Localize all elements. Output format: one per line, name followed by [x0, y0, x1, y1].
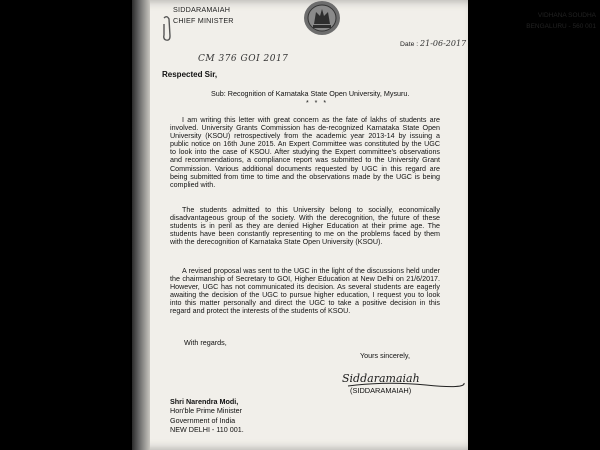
letterhead-designation: CHIEF MINISTER — [173, 16, 234, 25]
date-value: 21-06-2017 — [420, 39, 467, 48]
addressee-name: Shri Narendra Modi, — [170, 397, 239, 406]
letterhead-office: VIDHANA SOUDHA — [537, 12, 596, 19]
closing-sincerely: Yours sincerely, — [360, 351, 410, 360]
addressee-block — [170, 397, 244, 435]
closing-regards: With regards, — [184, 338, 227, 347]
letterhead-left — [173, 4, 234, 26]
file-binder-edge — [132, 0, 150, 450]
letterhead-city: BENGALURU - 560 001 — [526, 23, 596, 30]
addressee-title: Hon'ble Prime Minister — [170, 406, 243, 416]
separator: * * * — [306, 100, 329, 107]
date-label: Date : — [400, 41, 419, 48]
paragraph-3: A revised proposal was sent to the UGC in the light of the discussions held under the chairmanship of Secretary to GOI, Higher Education at New Delhi on 21/6/2017. However, UGC has not communicated its decision. As several students are eagerly awaiting the decision of the UGC to pursue higher education, I request you to look into this matter personally and direct the UGC to take a positive decision in this regard and protect the interests of the students of KSOU. — [170, 267, 440, 316]
subject-line: Sub: Recognition of Karnataka State Open University, Mysuru. — [211, 89, 410, 98]
paragraph-1: I am writing this letter with great concern as the fate of lakhs of students are involved. University Grants Commission has de-recognized Karnataka State Open University (KSOU) retrospectively from the academic year 2013-14 by issuing a public notice on 16th June 2015. An Expert Committee was constituted by the UGC to look into the case of KSOU. After studying the Expert committee's observations and recommendations, a compliance report was submitted to the University Grant Commission. Various additional documents requested by UGC in this regard are being submitted from time to time and the observations made by the UGC is being complied with. — [170, 116, 440, 189]
letterhead-name: SIDDARAMAIAH — [173, 5, 231, 14]
salutation: Respected Sir, — [162, 70, 218, 79]
signature: Siddaramaiah — [342, 372, 420, 385]
state-emblem-icon — [300, 0, 344, 38]
addressee-org: Government of India — [170, 415, 236, 425]
letterhead-right — [526, 10, 596, 32]
reference-number: CM 376 GOI 2017 — [198, 54, 289, 64]
letter-date — [400, 39, 466, 48]
signatory-name: (SIDDARAMAIAH) — [350, 386, 412, 395]
paper-clip-icon — [161, 16, 173, 42]
paragraph-2: The students admitted to this University belong to socially, economically disadvantageous group of the society. With the derecognition, the future of these students is in peril as they are denied Higher Education at their prime age. The students have been constantly representing to me on the problems faced by them with the derecognition of Karnataka State Open University (KSOU). — [170, 206, 440, 247]
addressee-city: NEW DELHI - 110 001. — [170, 425, 244, 435]
